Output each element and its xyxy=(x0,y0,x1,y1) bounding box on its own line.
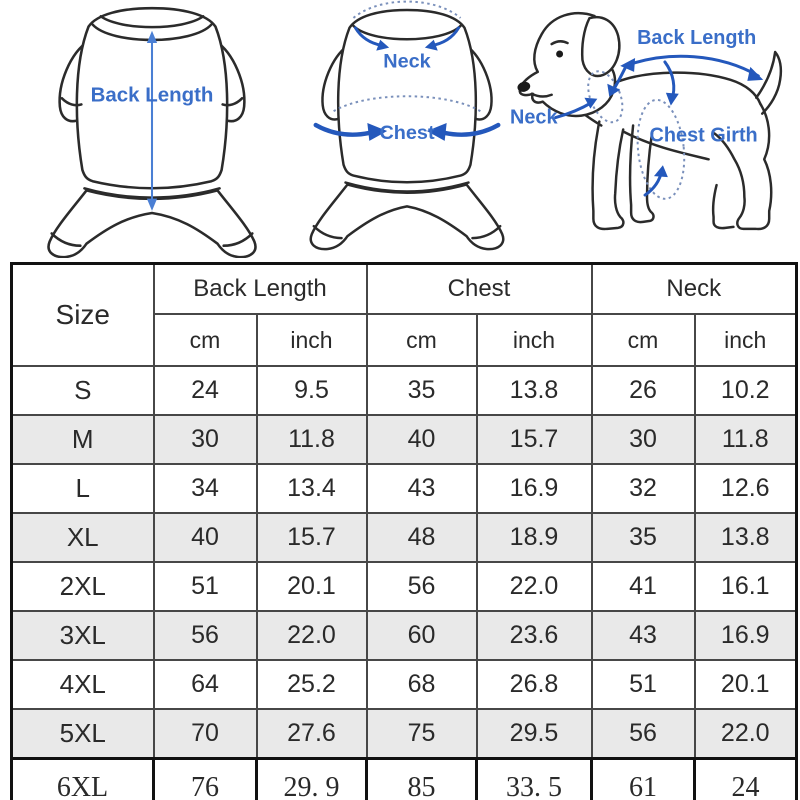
back-length-group-header: Back Length xyxy=(154,264,367,315)
value-cell: 26.8 xyxy=(477,660,592,709)
arrowhead-left-icon xyxy=(620,58,635,72)
size-cell: 4XL xyxy=(12,660,154,709)
value-cell: 22.0 xyxy=(257,611,367,660)
neck-label: Neck xyxy=(383,50,431,73)
value-cell: 75 xyxy=(367,709,477,759)
table-row xyxy=(12,709,797,759)
value-cell: 18.9 xyxy=(477,513,592,562)
table-row xyxy=(12,464,797,513)
dog-eye xyxy=(556,51,563,58)
size-cell: 2XL xyxy=(12,562,154,611)
unit-header: inch xyxy=(695,314,797,366)
arrowhead-down-icon xyxy=(666,93,679,106)
garment-back-view-drawing xyxy=(18,0,286,258)
size-table xyxy=(10,262,798,800)
unit-header: cm xyxy=(367,314,477,366)
value-cell: 9.5 xyxy=(257,366,367,415)
chest-girth-label: Chest Girth xyxy=(649,124,758,147)
dog-front-leg xyxy=(593,122,624,229)
garment-legs xyxy=(311,185,503,250)
dog-rear-leg xyxy=(715,104,772,229)
value-cell: 51 xyxy=(154,562,257,611)
value-cell: 24 xyxy=(154,366,257,415)
size-cell: 6XL xyxy=(12,759,154,800)
value-cell: 27.6 xyxy=(257,709,367,759)
value-cell: 20.1 xyxy=(695,660,797,709)
value-cell: 70 xyxy=(154,709,257,759)
arrowhead-right-icon xyxy=(747,67,763,81)
neck-group-header: Neck xyxy=(592,264,797,315)
value-cell: 24 xyxy=(695,759,797,800)
value-cell: 56 xyxy=(154,611,257,660)
value-cell: 35 xyxy=(367,366,477,415)
value-cell: 29.5 xyxy=(477,709,592,759)
value-cell: 16.9 xyxy=(695,611,797,660)
value-cell: 40 xyxy=(367,415,477,464)
dog-drawing xyxy=(500,2,798,256)
value-cell: 22.0 xyxy=(477,562,592,611)
garment-back-view-illustration xyxy=(18,0,286,258)
value-cell: 25.2 xyxy=(257,660,367,709)
value-cell: 11.8 xyxy=(695,415,797,464)
table-row xyxy=(12,415,797,464)
value-cell: 15.7 xyxy=(477,415,592,464)
chest-group-header: Chest xyxy=(367,264,592,315)
garment-front-view-drawing xyxy=(288,0,526,258)
table-row xyxy=(12,759,797,800)
back-length-label: Back Length xyxy=(90,83,214,107)
value-cell: 15.7 xyxy=(257,513,367,562)
size-cell: M xyxy=(12,415,154,464)
value-cell: 13.8 xyxy=(695,513,797,562)
value-cell: 68 xyxy=(367,660,477,709)
table-row xyxy=(12,513,797,562)
value-cell: 34 xyxy=(154,464,257,513)
table-row xyxy=(12,366,797,415)
size-cell: S xyxy=(12,366,154,415)
unit-header: inch xyxy=(477,314,592,366)
size-chart-table xyxy=(10,262,798,800)
value-cell: 33. 5 xyxy=(477,759,592,800)
neck-label: Neck xyxy=(510,106,558,129)
value-cell: 43 xyxy=(592,611,695,660)
back-length-label: Back Length xyxy=(637,27,757,50)
value-cell: 61 xyxy=(592,759,695,800)
value-cell: 20.1 xyxy=(257,562,367,611)
chest-measure-ellipse xyxy=(633,98,689,202)
size-cell: 5XL xyxy=(12,709,154,759)
value-cell: 23.6 xyxy=(477,611,592,660)
value-cell: 76 xyxy=(154,759,257,800)
size-header: Size xyxy=(12,264,154,367)
garment-body xyxy=(338,10,476,182)
unit-header: cm xyxy=(592,314,695,366)
value-cell: 32 xyxy=(592,464,695,513)
value-cell: 11.8 xyxy=(257,415,367,464)
value-cell: 13.8 xyxy=(477,366,592,415)
value-cell: 12.6 xyxy=(695,464,797,513)
value-cell: 56 xyxy=(592,709,695,759)
group-header-row xyxy=(12,264,797,315)
value-cell: 29. 9 xyxy=(257,759,367,800)
value-cell: 41 xyxy=(592,562,695,611)
table-row xyxy=(12,562,797,611)
size-cell: L xyxy=(12,464,154,513)
value-cell: 26 xyxy=(592,366,695,415)
value-cell: 64 xyxy=(154,660,257,709)
garment-front-view-illustration xyxy=(288,0,526,258)
value-cell: 30 xyxy=(592,415,695,464)
value-cell: 48 xyxy=(367,513,477,562)
value-cell: 16.9 xyxy=(477,464,592,513)
value-cell: 60 xyxy=(367,611,477,660)
value-cell: 10.2 xyxy=(695,366,797,415)
value-cell: 51 xyxy=(592,660,695,709)
table-row xyxy=(12,611,797,660)
unit-header: cm xyxy=(154,314,257,366)
value-cell: 13.4 xyxy=(257,464,367,513)
value-cell: 56 xyxy=(367,562,477,611)
arrowhead-up-icon xyxy=(654,165,668,177)
dog-side-view-illustration xyxy=(500,2,798,256)
value-cell: 22.0 xyxy=(695,709,797,759)
value-cell: 30 xyxy=(154,415,257,464)
dog-back-line xyxy=(617,73,760,104)
dog-ear xyxy=(582,17,619,76)
value-cell: 40 xyxy=(154,513,257,562)
chest-label: Chest xyxy=(379,121,435,144)
table-row xyxy=(12,660,797,709)
size-cell: 3XL xyxy=(12,611,154,660)
dog-far-rear-leg xyxy=(713,185,733,228)
unit-header: inch xyxy=(257,314,367,366)
value-cell: 85 xyxy=(367,759,477,800)
value-cell: 16.1 xyxy=(695,562,797,611)
value-cell: 43 xyxy=(367,464,477,513)
value-cell: 35 xyxy=(592,513,695,562)
size-cell: XL xyxy=(12,513,154,562)
